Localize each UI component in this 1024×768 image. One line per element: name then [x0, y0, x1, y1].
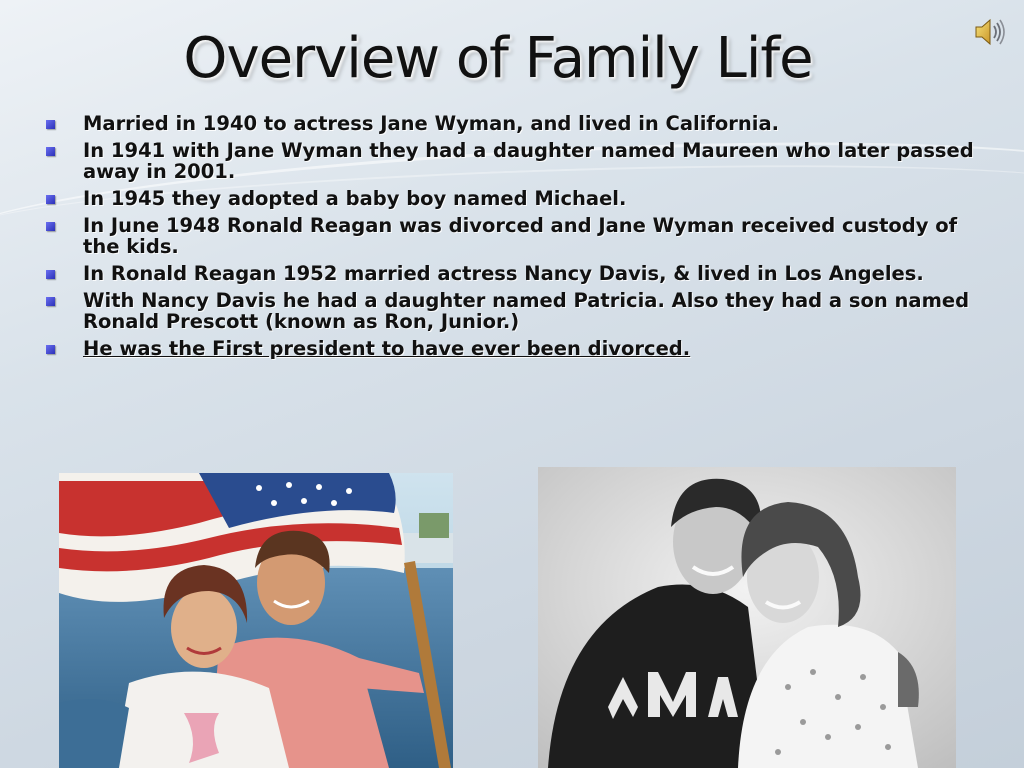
square-bullet-icon: [46, 270, 55, 279]
black-and-white-photo-couple: [538, 467, 956, 768]
bullet-item: [44, 140, 984, 182]
square-bullet-icon: [46, 297, 55, 306]
bullet-text: In Ronald Reagan 1952 married actress Nancy Davis, & lived in Los Angeles.: [83, 262, 924, 285]
bullet-item: [44, 290, 984, 332]
speaker-icon[interactable]: [972, 14, 1008, 50]
bullet-text: With Nancy Davis he had a daughter named Patricia. Also they had a son named Ronald Prescott (known as Ron, Junior.): [83, 289, 970, 333]
bullet-text: He was the First president to have ever been divorced.: [83, 337, 691, 360]
bullet-item: [44, 215, 984, 257]
square-bullet-icon: [46, 345, 55, 354]
bullet-text: In June 1948 Ronald Reagan was divorced and Jane Wyman received custody of the kids.: [83, 214, 958, 258]
bullet-item: [44, 263, 984, 284]
bullet-text: In 1945 they adopted a baby boy named Michael.: [83, 187, 627, 210]
bullet-list: [44, 113, 984, 365]
color-photo-couple-on-boat: [59, 473, 453, 768]
bullet-item: [44, 188, 984, 209]
square-bullet-icon: [46, 195, 55, 204]
photo-illustration: [59, 473, 453, 768]
slide-title: Overview of Family Life: [183, 26, 813, 91]
square-bullet-icon: [46, 147, 55, 156]
square-bullet-icon: [46, 120, 55, 129]
square-bullet-icon: [46, 222, 55, 231]
bullet-item: [44, 338, 984, 359]
bullet-text: Married in 1940 to actress Jane Wyman, and lived in California.: [83, 112, 780, 135]
bullet-text: In 1941 with Jane Wyman they had a daughter named Maureen who later passed away in 2001.: [83, 139, 974, 183]
bullet-item: [44, 113, 984, 134]
photo-illustration: [538, 467, 956, 768]
